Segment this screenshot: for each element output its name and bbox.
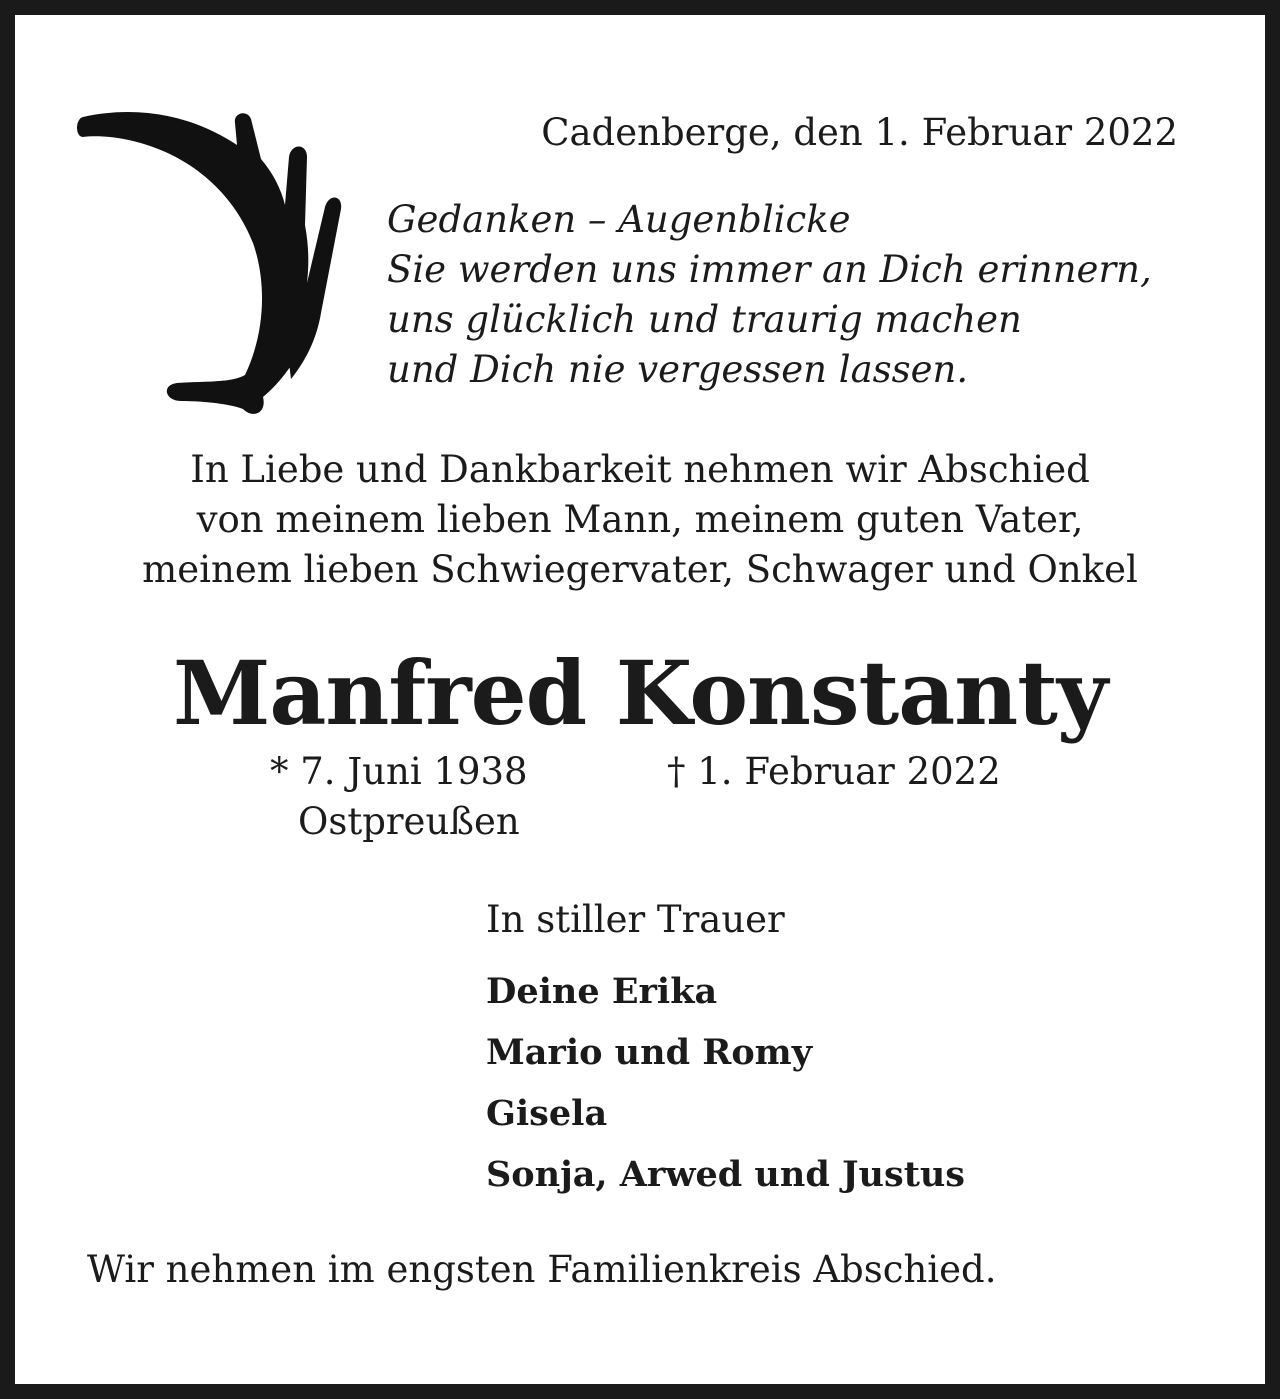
poem-line: Sie werden uns immer an Dich erinnern, [387, 248, 1152, 291]
intro-line: In Liebe und Dankbarkeit nehmen wir Abschied [190, 448, 1090, 491]
deceased-name: Manfred Konstanty [173, 641, 1107, 745]
mourner-name: Sonja, Arwed und Justus [486, 1154, 966, 1195]
obituary-notice [15, 15, 1265, 1384]
poem [387, 195, 1152, 395]
mourner-name: Mario und Romy [486, 1032, 813, 1073]
poem-line: Gedanken – Augenblicke [387, 198, 851, 241]
place-and-date: Cadenberge, den 1. Februar 2022 [541, 111, 1178, 154]
death-date: † 1. Februar 2022 [667, 750, 1001, 793]
footer-note: Wir nehmen im engsten Familienkreis Abschied. [87, 1248, 997, 1291]
poem-line: und Dich nie vergessen lassen. [387, 348, 969, 391]
mourning-intro: In stiller Trauer [486, 898, 785, 941]
intro-line: von meinem lieben Mann, meinem guten Vater, [196, 498, 1084, 541]
intro-text [15, 445, 1265, 595]
birth-place: Ostpreußen [298, 800, 520, 843]
poem-line: uns glücklich und traurig machen [387, 298, 1022, 341]
mourner-name: Deine Erika [486, 971, 718, 1012]
antler-icon [77, 97, 347, 417]
intro-line: meinem lieben Schwiegervater, Schwager und Onkel [142, 548, 1138, 591]
mourner-name: Gisela [486, 1093, 608, 1134]
birth-date: * 7. Juni 1938 [270, 750, 528, 793]
mourners-list [486, 966, 965, 1210]
